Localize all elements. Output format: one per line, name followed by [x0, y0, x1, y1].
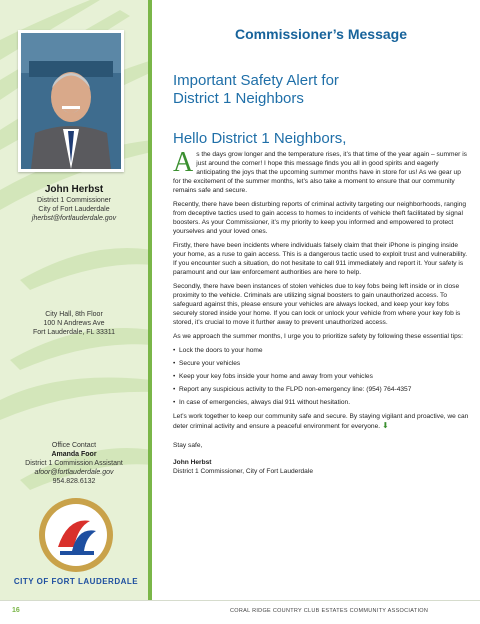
- paragraph-2: Recently, there have been disturbing reports of criminal activity targeting our neighborhoods, ranging from deceptive tactics used to gain access to homes to incidents of vehicle theft facilitated by signal boosters. As your Commissioner, it’s my priority to keep you informed and empowered to protect yourselves and your loved ones.: [173, 201, 467, 235]
- paragraph-1-text: s the days grow longer and the temperature rises, it’s that time of the year again – summer is just around the corner! I hope this message finds you all in good spirits and eagerly anticipating the joys that the upcoming summer months have in store for us! As we gear up for the excitement of the summer months, let’s also take a moment to ensure that our community remains safe and secure.: [173, 151, 467, 194]
- end-arrow-icon: ⬇: [381, 421, 389, 430]
- signature-name: John Herbst: [173, 459, 212, 466]
- commissioner-photo-frame: [18, 30, 124, 172]
- commissioner-email[interactable]: jherbst@fortlauderdale.gov: [31, 215, 117, 222]
- list-item: • Lock the doors to your home: [173, 347, 263, 354]
- paragraph-1: [173, 147, 469, 195]
- greeting-heading: Hello District 1 Neighbors,: [173, 130, 347, 147]
- paragraph-5: As we approach the summer months, I urge you to prioritize safety by following these essential tips:: [173, 333, 463, 340]
- contact-title: District 1 Commission Assistant: [25, 460, 123, 467]
- section-banner: Commissioner’s Message: [235, 26, 407, 42]
- office-address: [4, 310, 144, 337]
- article-title-line-2: District 1 Neighbors: [173, 90, 304, 107]
- list-item: • Report any suspicious activity to the FLPD non-emergency line: (954) 764-4357: [173, 386, 412, 393]
- article-title: [173, 72, 469, 108]
- closing: Stay safe,: [173, 442, 203, 449]
- city-seal-logo: [38, 497, 114, 573]
- list-item: • Secure your vehicles: [173, 360, 241, 367]
- commissioner-name: John Herbst: [44, 184, 104, 195]
- commissioner-city: City of Fort Lauderdale: [38, 206, 110, 213]
- address-line-3: Fort Lauderdale, FL 33311: [32, 329, 116, 336]
- contact-phone: 954.828.6132: [52, 478, 96, 485]
- address-line-2: 100 N Andrews Ave: [43, 320, 105, 327]
- contact-email[interactable]: afoor@fortlauderdale.gov: [34, 469, 114, 476]
- paragraph-4: Secondly, there have been instances of stolen vehicles due to key fobs being left inside or in close proximity to the vehicle. Criminals are utilizing signal boosters to gain unauthorized access. To safeguard against this, please ensure your vehicles are always locked, and keep your key fobs securely stored inside your home. If you can lock or unlock your vehicle from where your key fob is stored, it’s crucial to move it further away to prevent unauthorized access.: [173, 283, 461, 326]
- paragraph-6: Let’s work together to keep our community safe and secure. By staying vigilant and proactive, we can deter criminal activity and ensure a peaceful environment for everyone. ⬇: [173, 413, 469, 430]
- contact-name: Amanda Foor: [51, 451, 97, 458]
- page-number: 16: [12, 607, 20, 614]
- page-footer: [0, 600, 480, 624]
- association-name: CORAL RIDGE COUNTRY CLUB ESTATES COMMUNITY ASSOCIATION: [230, 608, 429, 614]
- sidebar: [0, 0, 152, 600]
- signature-title: District 1 Commissioner, City of Fort Lauderdale: [173, 468, 313, 475]
- article-title-line-1: Important Safety Alert for: [173, 72, 339, 89]
- list-item: • Keep your key fobs inside your home and away from your vehicles: [173, 373, 373, 380]
- commissioner-photo: [21, 33, 121, 169]
- list-item: • In case of emergencies, always dial 911 without hesitation.: [173, 399, 351, 406]
- drop-cap: A: [173, 147, 194, 178]
- city-logo-text: CITY OF FORT LAUDERDALE: [13, 577, 139, 586]
- safety-tips-list: [173, 346, 469, 407]
- article-body: [173, 147, 469, 476]
- commissioner-info: [4, 184, 144, 223]
- commissioner-title: District 1 Commissioner: [37, 197, 111, 204]
- paragraph-3: Firstly, there have been incidents where individuals falsely claim that their iPhone is pinging inside your home, as a ruse to gain access. This is a dangerous tactic used to exploit trust and vulnerability. If you encounter such a situation, do not hesitate to call 911 immediately and report it. Your safety is paramount and our law enforcement authorities are here to help.: [173, 242, 468, 276]
- contact-label: Office Contact: [51, 442, 97, 449]
- office-contact: [4, 441, 144, 486]
- address-line-1: City Hall, 8th Floor: [45, 311, 103, 318]
